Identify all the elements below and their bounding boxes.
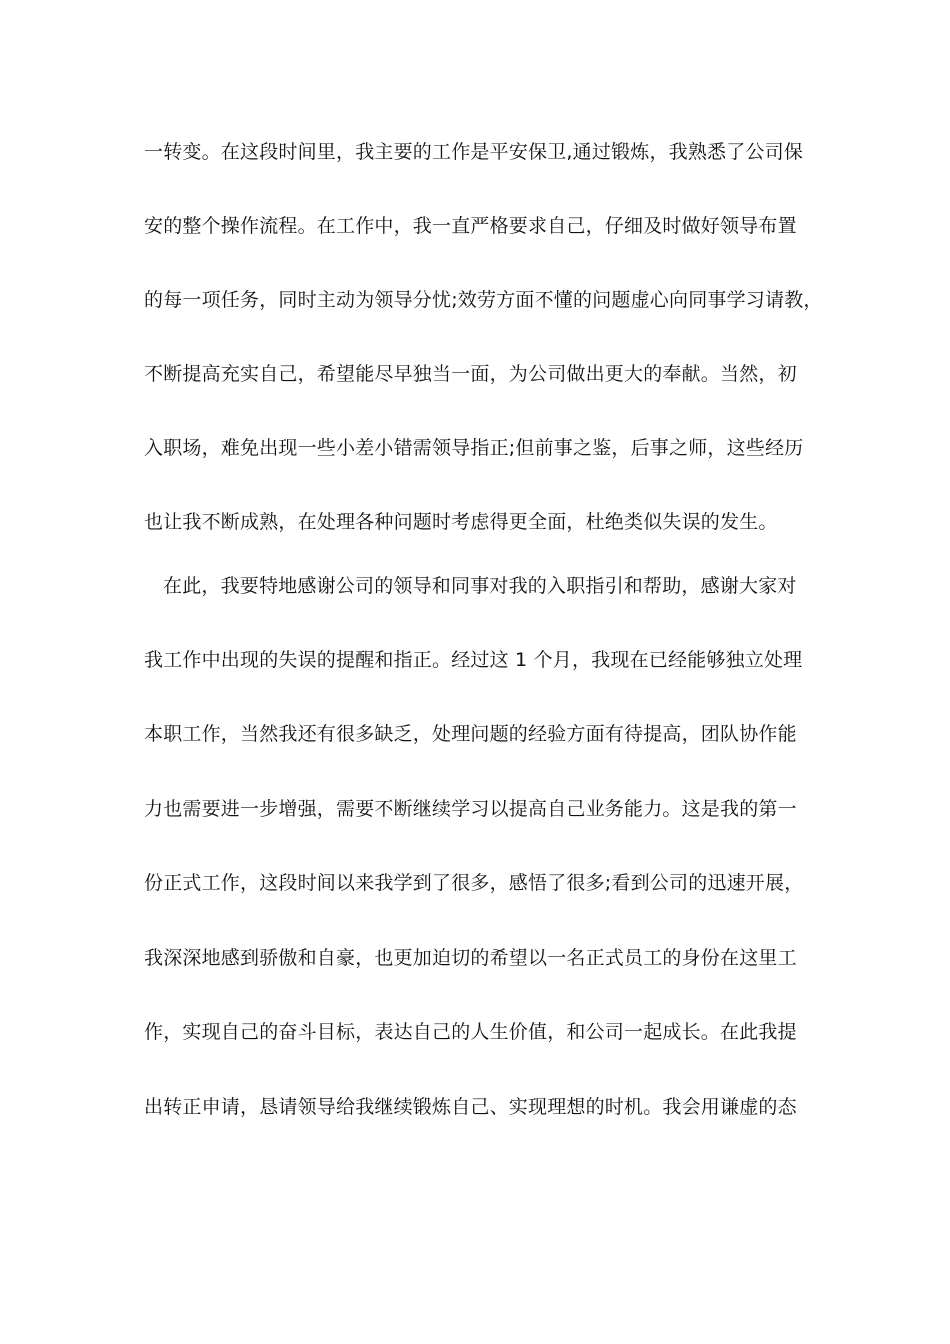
paragraph-first-line: 在此，我要特地感谢公司的领导和同事对我的入职指引和帮助，感谢大家对 xyxy=(163,575,797,597)
text-line: 份正式工作，这段时间以来我学到了很多，感悟了很多;看到公司的迅速开展， xyxy=(144,872,804,894)
text-line: 出转正申请，恳请领导给我继续锻炼自己、实现理想的时机。我会用谦虚的态 xyxy=(144,1096,797,1118)
text-line: 也让我不断成熟，在处理各种问题时考虑得更全面，杜绝类似失误的发生。 xyxy=(144,511,778,533)
text-line: 我深深地感到骄傲和自豪，也更加迫切的希望以一名正式员工的身份在这里工 xyxy=(144,947,797,969)
text-line: 一转变。在这段时间里，我主要的工作是平安保卫,通过锻炼，我熟悉了公司保 xyxy=(144,141,804,163)
text-line: 不断提高充实自己，希望能尽早独当一面，为公司做出更大的奉献。当然，初 xyxy=(144,363,797,385)
text-line: 我工作中出现的失误的提醒和指正。经过这 1 个月，我现在已经能够独立处理 xyxy=(144,649,803,671)
text-line: 安的整个操作流程。在工作中，我一直严格要求自己，仔细及时做好领导布置 xyxy=(144,215,797,237)
text-line: 作，实现自己的奋斗目标，表达自己的人生价值，和公司一起成长。在此我提 xyxy=(144,1021,797,1043)
text-line: 力也需要进一步增强，需要不断继续学习以提高自己业务能力。这是我的第一 xyxy=(144,798,797,820)
text-line: 入职场，难免出现一些小差小错需领导指正;但前事之鉴，后事之师，这些经历 xyxy=(144,437,804,459)
text-line: 本职工作，当然我还有很多缺乏，处理问题的经验方面有待提高，团队协作能 xyxy=(144,723,797,745)
text-line: 的每一项任务，同时主动为领导分忧;效劳方面不懂的问题虚心向同事学习请教， xyxy=(144,289,823,311)
